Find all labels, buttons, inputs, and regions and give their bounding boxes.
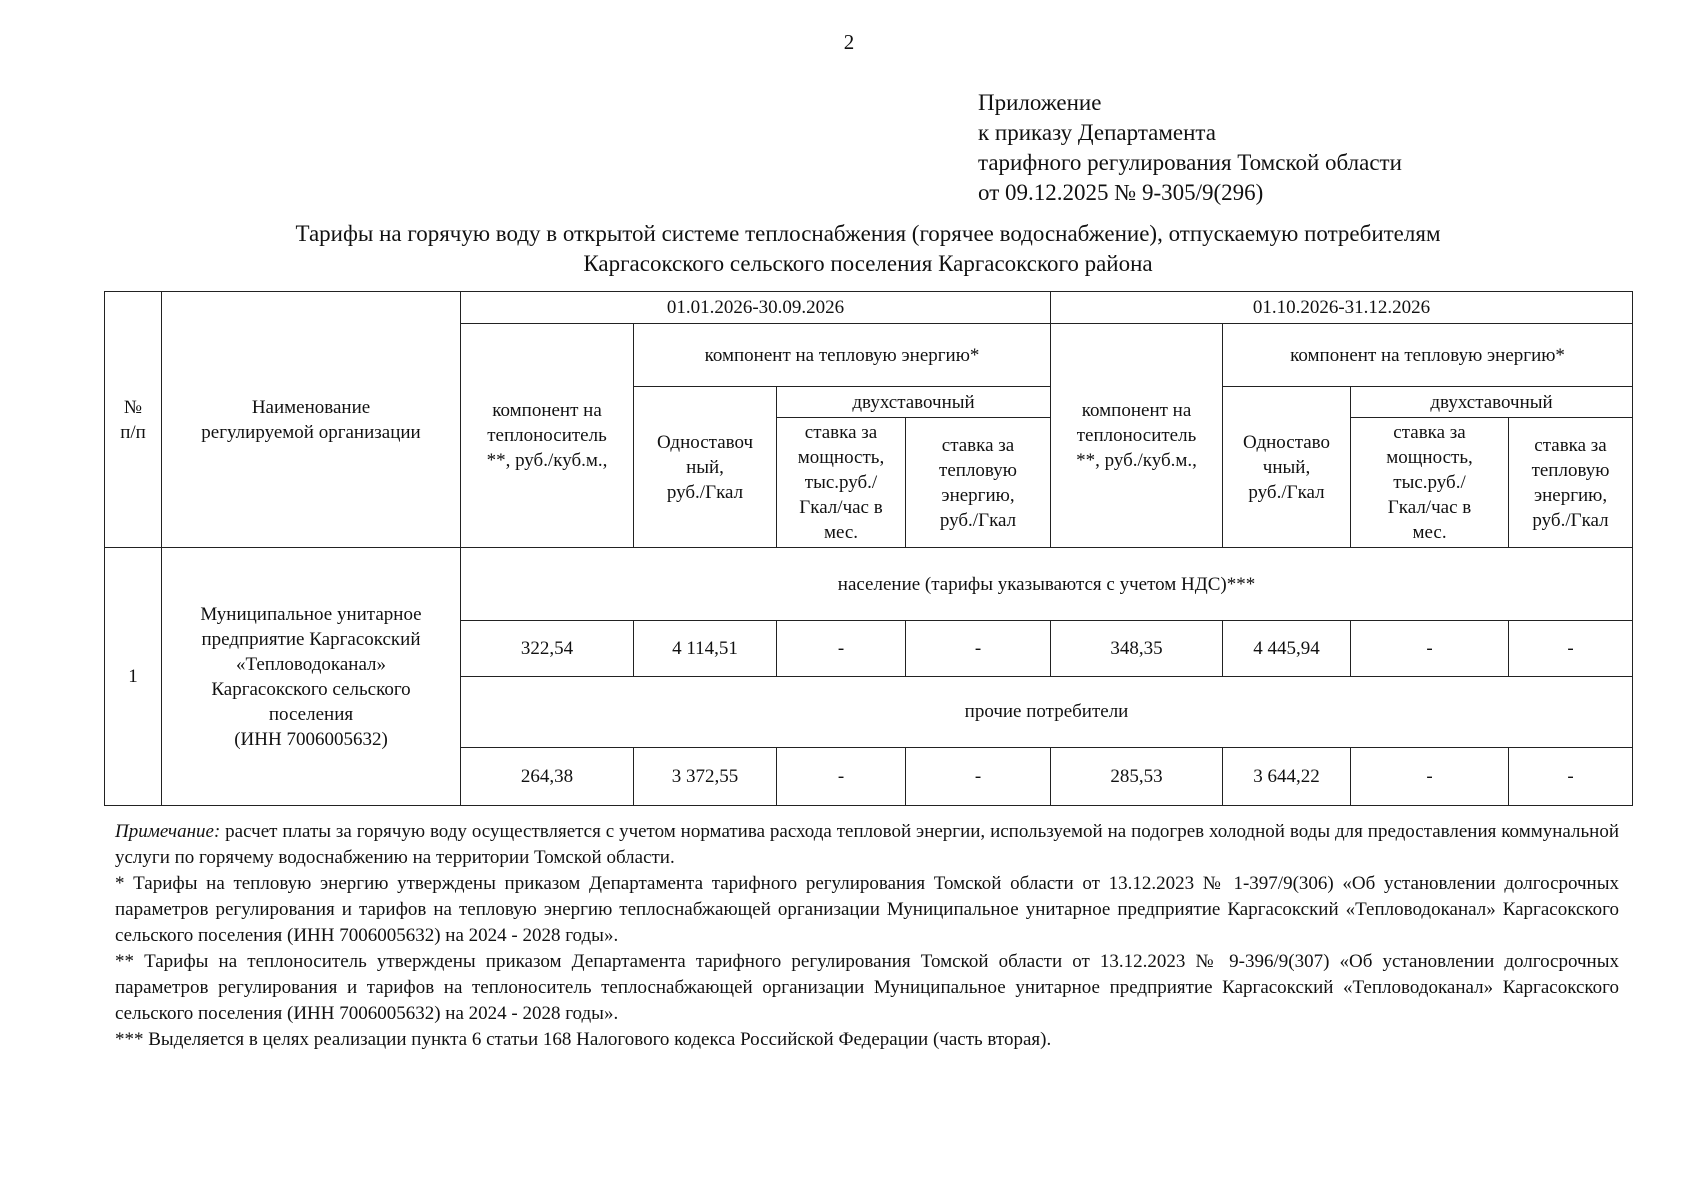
header-text: Гкал/час в (1387, 497, 1472, 519)
appendix-line: тарифного регулирования Томской области (978, 150, 1402, 175)
header-text: Гкал/час в (799, 497, 883, 519)
value-cell: 285,53 (1051, 747, 1223, 805)
header-text: регулируемой организации (201, 421, 421, 443)
header-two-rate-2: двухставочный (1351, 387, 1633, 418)
value-cell: - (777, 620, 906, 676)
note-text: расчет платы за горячую воду осуществляется с учетом норматива расхода тепловой энергии, используемой на подогрев холодной воды для предоставления коммунальной услуги по горячему водоснабжению на территории Томской области. (115, 821, 1619, 868)
value-cell: - (777, 747, 906, 805)
value-cell: 3 372,55 (634, 747, 777, 805)
value-cell: - (906, 747, 1051, 805)
notes-section (115, 819, 1619, 1053)
value-cell: 3 644,22 (1223, 747, 1351, 805)
header-text: энергию, (941, 484, 1015, 506)
header-period-2: 01.10.2026-31.12.2026 (1051, 292, 1633, 324)
value-cell: - (1351, 620, 1509, 676)
organization-line: предприятие Каргасокский (201, 628, 421, 650)
header-text: компонент на (1081, 400, 1192, 422)
value-cell: 4 445,94 (1223, 620, 1351, 676)
organization-line: поселения (268, 703, 354, 725)
header-text: руб./Гкал (1532, 509, 1609, 531)
header-period-1: 01.01.2026-30.09.2026 (461, 292, 1051, 324)
value-cell: - (1509, 620, 1633, 676)
header-text: теплоноситель (487, 425, 607, 447)
appendix-line: к приказу Департамента (978, 120, 1216, 145)
note-label: Примечание: (115, 821, 221, 842)
value-cell: 4 114,51 (634, 620, 777, 676)
header-text: мес. (1412, 522, 1447, 544)
organization-line: (ИНН 7006005632) (234, 728, 388, 750)
header-heat-component-2: компонент на тепловую энергию* (1223, 324, 1633, 387)
appendix-line: от 09.12.2025 № 9-305/9(296) (978, 180, 1264, 205)
appendix-block (978, 88, 1402, 208)
header-carrier-component-1 (461, 324, 634, 548)
header-two-rate-1: двухставочный (777, 387, 1051, 418)
header-organization-name (162, 292, 461, 548)
header-text: энергию, (1533, 484, 1608, 506)
value-cell: 322,54 (461, 620, 634, 676)
header-heat-component-1: компонент на тепловую энергию* (634, 324, 1051, 387)
header-text: руб./Гкал (1248, 481, 1325, 503)
note-paragraph (115, 819, 1619, 871)
value-cell: - (906, 620, 1051, 676)
header-text: мес. (823, 522, 859, 544)
header-carrier-component-2 (1051, 324, 1223, 548)
footnote-3: *** Выделяется в целях реализации пункта 6 статьи 168 Налогового кодекса Российской Федерации (часть вторая). (115, 1029, 1052, 1050)
header-one-rate-1 (634, 387, 777, 548)
organization-name (162, 548, 461, 806)
document-title (104, 219, 1632, 279)
header-capacity-rate-1 (777, 418, 906, 548)
page-number: 2 (843, 30, 855, 54)
footnote-1: * Тарифы на тепловую энергию утверждены приказом Департамента тарифного регулирования Томской области от 13.12.2023 № 1-397/9(306) «Об установлении долгосрочных параметров регулирования и тарифов на тепловую энергию теплоснабжающей организации Муниципальное унитарное предприятие Каргасокский «Тепловодоканал» Каргасокского сельского поселения (ИНН 7006005632) на 2024 - 2028 годы». (115, 873, 1619, 946)
header-text: руб./Гкал (939, 509, 1017, 531)
header-text: тепловую (1531, 459, 1610, 481)
value-cell: 264,38 (461, 747, 634, 805)
header-text: тыс.руб./ (804, 472, 878, 494)
tariff-table (104, 291, 1633, 806)
header-text: мощность, (1386, 447, 1473, 469)
header-text: ставка за (941, 434, 1015, 456)
organization-line: Каргасокского сельского (211, 678, 411, 700)
row-number: 1 (105, 548, 162, 806)
group-label-other-consumers: прочие потребители (461, 676, 1633, 747)
header-text: п/п (120, 421, 146, 443)
header-text: Одноставоч (656, 431, 754, 453)
header-text: **, руб./куб.м., (1076, 450, 1197, 472)
value-cell: - (1509, 747, 1633, 805)
header-text: тыс.руб./ (1393, 472, 1466, 494)
header-text: компонент на (492, 400, 602, 422)
organization-line: «Тепловодоканал» (235, 653, 387, 675)
title-line: Каргасокского сельского поселения Каргасокского района (583, 251, 1153, 276)
group-label-population: население (тарифы указываются с учетом НДС)*** (461, 548, 1633, 620)
header-energy-rate-1 (906, 418, 1051, 548)
header-text: теплоноситель (1076, 425, 1197, 447)
appendix-line: Приложение (978, 90, 1102, 115)
header-text: ставка за (1393, 422, 1466, 444)
value-cell: - (1351, 747, 1509, 805)
title-line: Тарифы на горячую воду в открытой системе теплоснабжения (горячее водоснабжение), отпускаемую потребителям (295, 221, 1441, 246)
header-text: ставка за (1534, 434, 1607, 456)
header-text: Одноставо (1243, 431, 1331, 453)
header-text: ставка за (804, 422, 878, 444)
header-text: ный, (686, 456, 724, 478)
header-one-rate-2 (1223, 387, 1351, 548)
header-text: тепловую (939, 459, 1017, 481)
value-cell: 348,35 (1051, 620, 1223, 676)
header-capacity-rate-2 (1351, 418, 1509, 548)
header-text: № (123, 396, 143, 418)
header-text: мощность, (797, 447, 885, 469)
organization-line: Муниципальное унитарное (200, 603, 422, 625)
header-text: Наименование (251, 396, 371, 418)
footnote-2: ** Тарифы на теплоноситель утверждены приказом Департамента тарифного регулирования Томской области от 13.12.2023 № 9-396/9(307) «Об установлении долгосрочных параметров регулирования и тарифов на теплоноситель теплоснабжающей организации Муниципальное унитарное предприятие Каргасокский «Тепловодоканал» Каргасокского сельского поселения (ИНН 7006005632) на 2024 - 2028 годы». (115, 951, 1619, 1024)
header-text: чный, (1262, 456, 1311, 478)
header-text: руб./Гкал (666, 481, 744, 503)
header-energy-rate-2 (1509, 418, 1633, 548)
header-text: **, руб./куб.м., (486, 450, 608, 472)
header-row-number (105, 292, 162, 548)
